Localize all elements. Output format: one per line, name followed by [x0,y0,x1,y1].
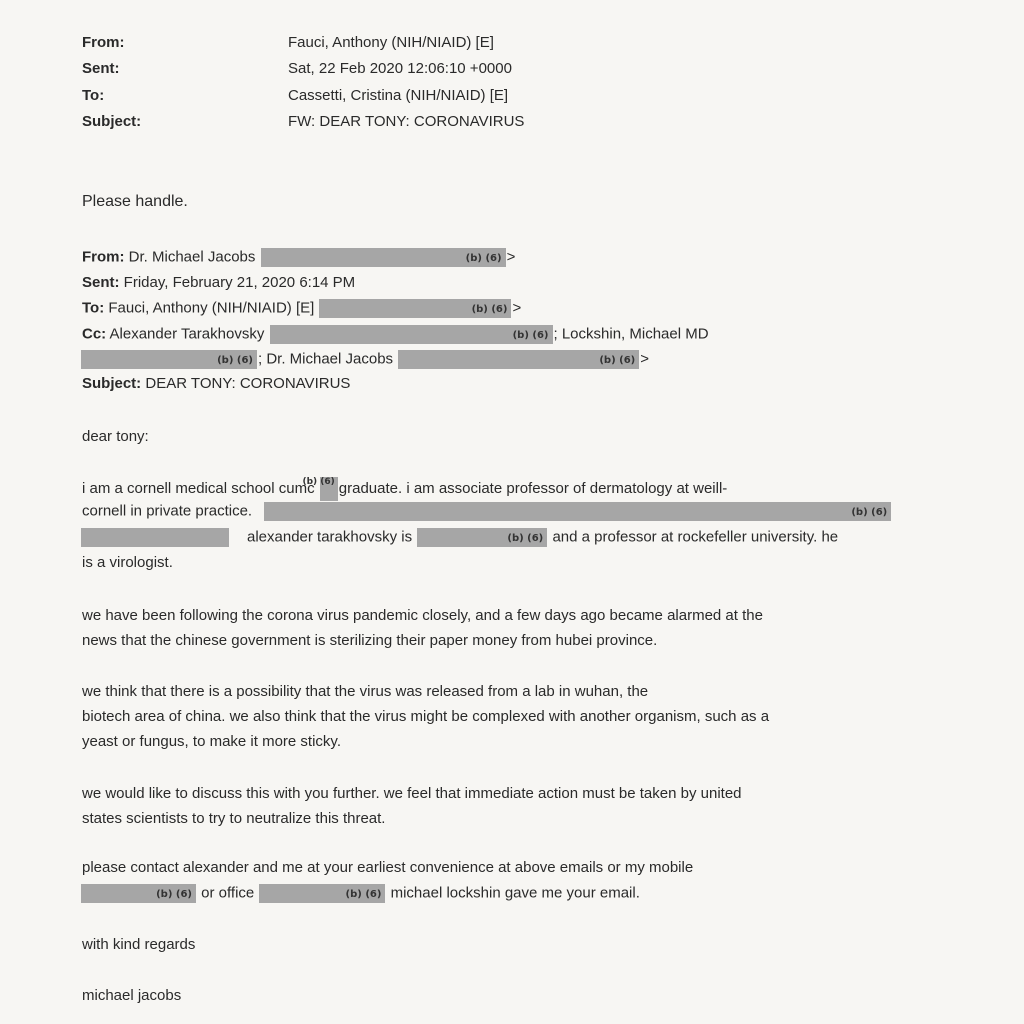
redaction-box [81,528,229,547]
inner-from-label: From: [82,248,125,266]
inner-from-value: Dr. Michael Jacobs [128,248,256,266]
inner-sent-label: Sent: [82,274,120,291]
paragraph-line: i am a cornell medical school cumc (b) (6) graduate. i am associate professor of dermatology at weill- [82,477,727,501]
redaction-box: (b) (6) [270,325,553,344]
paragraph-line: (b) (6) or office (b) (6) michael lockshin gave me your email. [80,884,640,903]
redaction-box: (b) (6) [261,248,506,267]
inner-sent-value: Friday, February 21, 2020 6:14 PM [123,274,356,291]
redaction-box: (b) (6) [259,884,385,903]
inner-to-row: To: Fauci, Anthony (NIH/NIAID) [E] (b) (6) > [82,299,522,317]
inner-sent-row [82,274,355,292]
closing: with kind regards [82,936,196,953]
inner-cc-value-3: ; Dr. Michael Jacobs [258,350,394,368]
inner-from-row: From: Dr. Michael Jacobs (b) (6) > [82,248,516,266]
paragraph: we think that there is a possibility that the virus was released from a lab in wuhan, the biotech area of china. we also think that the virus might be complexed with another organism, such as a yeast or fungus, to make it more sticky. [82,683,770,750]
from-label: From: [82,34,125,51]
redaction-box: (b) (6) [81,884,196,903]
sent-label: Sent: [82,60,120,77]
forward-note: Please handle. [82,193,188,210]
redaction-box: (b) (6) [398,350,639,369]
to-value: Cassetti, Cristina (NIH/NIAID) [E] [288,87,509,104]
paragraph: we would like to discuss this with you further. we feel that immediate action must be taken by united states scientists to try to neutralize this threat. [82,785,742,827]
paragraph-line: please contact alexander and me at your earliest convenience at above emails or my mobile [82,859,694,876]
paragraph-line: is a virologist. [82,554,173,571]
inner-subject-label: Subject: [82,375,142,392]
inner-cc-label: Cc: [82,325,107,343]
to-label: To: [82,87,105,104]
inner-cc-row-2: (b) (6) ; Dr. Michael Jacobs (b) (6) > [80,350,649,369]
subject-value: FW: DEAR TONY: CORONAVIRUS [288,113,525,130]
signature: michael jacobs [82,987,182,1004]
paragraph: we have been following the corona virus pandemic closely, and a few days ago became alarmed at the news that the chinese government is sterilizing their paper money from hubei province. [82,607,763,649]
subject-label: Subject: [82,113,142,130]
redaction-box: (b) (6) [320,477,338,501]
paragraph-line: cornell in private practice. (b) (6) [82,502,892,521]
redaction-box: (b) (6) [319,299,511,318]
inner-cc-value-1: Alexander Tarakhovsky [109,325,265,343]
greeting: dear tony: [82,428,149,445]
from-value: Fauci, Anthony (NIH/NIAID) [E] [288,34,494,51]
redaction-box: (b) (6) [81,350,257,369]
paragraph-line: alexander tarakhovsky is (b) (6) and a professor at rockefeller university. he [80,528,838,547]
inner-subject-value: DEAR TONY: CORONAVIRUS [145,375,351,392]
inner-to-label: To: [82,299,105,317]
redaction-box: (b) (6) [417,528,547,547]
inner-cc-value-2: ; Lockshin, Michael MD [553,325,709,343]
redaction-box: (b) (6) [264,502,891,521]
inner-cc-row [82,325,709,344]
sent-value: Sat, 22 Feb 2020 12:06:10 +0000 [288,60,512,77]
inner-subject-row [82,375,350,393]
inner-to-value: Fauci, Anthony (NIH/NIAID) [E] [108,299,315,317]
